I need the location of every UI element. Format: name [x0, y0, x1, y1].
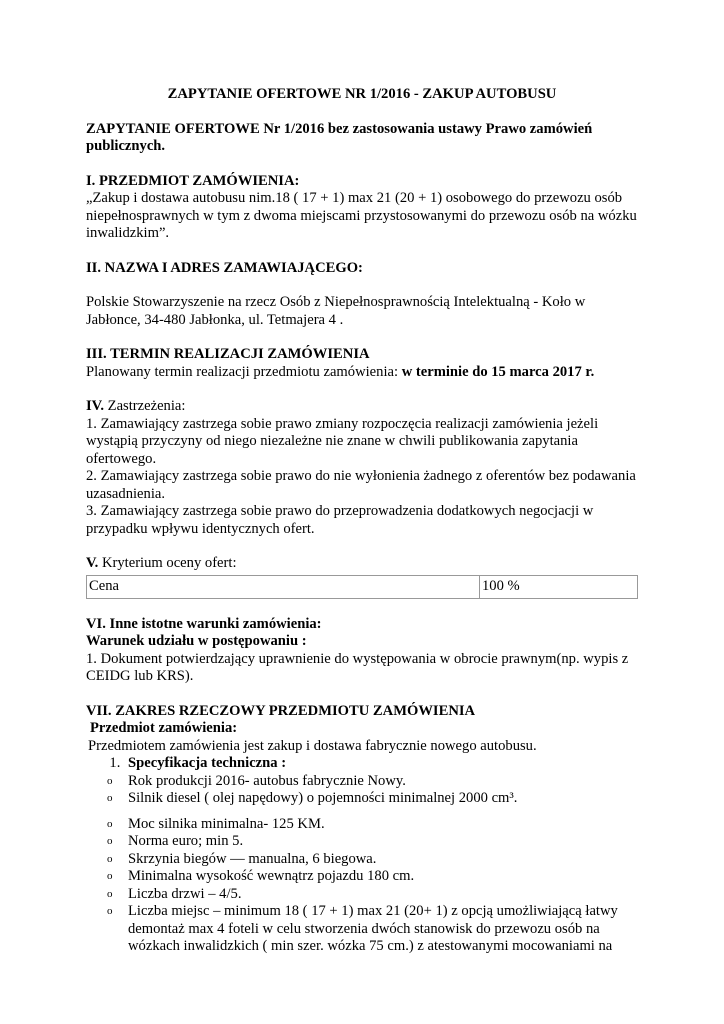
section-1-text: „Zakup i dostawa autobusu nim.18 ( 17 + 1) max 21 (20 + 1) osobowego do przewozu osób niepełnosprawnych w tym z dwoma miejscami przystosowanymi do przewozu osób na wózku inwalidzkim”.	[86, 190, 637, 241]
section-5-label: Kryterium oceny ofert:	[98, 555, 237, 571]
section-4-label: Zastrzeżenia:	[104, 398, 186, 414]
spec-heading: Specyfikacja techniczna :	[128, 755, 287, 771]
reservation-item: 1. Zamawiający zastrzega sobie prawo zmiany rozpoczęcia realizacji zamówienia jeżeli wystąpią przyczyny od niego niezależne nie znane w chwili publikowania zapytania ofertowego.	[86, 415, 599, 467]
list-item-text: Liczba drzwi – 4/5.	[128, 885, 242, 902]
criterion-name: Cena	[87, 575, 480, 598]
bullet-icon: o	[107, 774, 113, 787]
section-3-deadline: w terminie do 15 marca 2017 r.	[401, 363, 595, 380]
spec-list	[86, 755, 638, 773]
section-3-text	[86, 364, 638, 382]
section-3-heading: III. TERMIN REALIZACJI ZAMÓWIENIA	[86, 346, 370, 362]
criterion-weight: 100 %	[480, 575, 638, 598]
spec-bullets	[86, 773, 638, 956]
bullet-icon: o	[107, 792, 113, 804]
section-3-text-regular: Planowany termin realizacji przedmiotu zamówienia:	[86, 363, 402, 380]
bullet-icon: o	[107, 870, 113, 882]
table-row	[87, 575, 638, 598]
list-item	[86, 833, 638, 851]
list-item	[86, 886, 638, 904]
list-item-text: Norma euro; min 5.	[128, 833, 244, 849]
section-6-heading: VI. Inne istotne warunki zamówienia:	[86, 615, 322, 632]
intro-heading: ZAPYTANIE OFERTOWE Nr 1/2016 bez zastosowania ustawy Prawo zamówień publicznych.	[86, 120, 593, 154]
list-item	[86, 773, 638, 791]
section-7-subheading: Przedmiot zamówienia:	[90, 720, 238, 736]
section-1-heading: I. PRZEDMIOT ZAMÓWIENIA:	[86, 172, 300, 189]
list-item	[124, 755, 638, 773]
list-item	[86, 851, 638, 869]
bullet-icon: o	[107, 887, 113, 900]
list-item-text: Moc silnika minimalna- 125 KM.	[128, 815, 325, 832]
list-item-text: Minimalna wysokość wewnątrz pojazdu 180 cm.	[128, 868, 415, 884]
bullet-icon: o	[107, 817, 113, 830]
section-7-text: Przedmiotem zamówienia jest zakup i dostawa fabrycznie nowego autobusu.	[88, 737, 537, 754]
section-4-number: IV.	[86, 398, 104, 414]
section-5-number: V.	[86, 555, 99, 571]
section-2-heading: II. NAZWA I ADRES ZAMAWIAJĄCEGO:	[86, 259, 363, 276]
section-7-heading: VII. ZAKRES RZECZOWY PRZEDMIOTU ZAMÓWIENIA	[86, 702, 476, 719]
list-item-text: Silnik diesel ( olej napędowy) o pojemności minimalnej 2000 cm³.	[128, 790, 518, 806]
bullet-icon: o	[107, 905, 113, 917]
section-4-heading	[86, 398, 638, 416]
list-item	[86, 903, 638, 956]
list-item-text: Skrzynia biegów — manualna, 6 biegowa.	[128, 850, 377, 867]
list-item-text: Rok produkcji 2016- autobus fabrycznie Nowy.	[128, 772, 406, 789]
section-6-text: 1. Dokument potwierdzający uprawnienie do występowania w obrocie prawnym(np. wypis z CEIDG lub KRS).	[86, 650, 629, 684]
section-2-text: Polskie Stowarzyszenie na rzecz Osób z Niepełnosprawnością Intelektualną - Koło w Jabłonce, 34-480 Jabłonka, ul. Tetmajera 4 .	[86, 294, 586, 328]
document-title: ZAPYTANIE OFERTOWE NR 1/2016 - ZAKUP AUTOBUSU	[167, 86, 557, 102]
list-item-text: Liczba miejsc – minimum 18 ( 17 + 1) max 21 (20+ 1) z opcją umożliwiającą łatwy demontaż max 4 foteli w celu stworzenia dwóch stanowisk do przewozu osób na wózkach inwalidzkich ( min szer. wózka 75 cm.) z atestowanymi mocowaniami na	[128, 903, 618, 954]
list-item	[86, 790, 638, 808]
section-5-heading	[86, 555, 638, 573]
document-page	[86, 86, 638, 956]
reservation-item: 3. Zamawiający zastrzega sobie prawo do przeprowadzenia dodatkowych negocjacji w przypadku wpływu identycznych ofert.	[86, 503, 594, 537]
reservation-item: 2. Zamawiający zastrzega sobie prawo do nie wyłonienia żadnego z oferentów bez podawania uzasadnienia.	[86, 468, 636, 502]
criteria-table	[86, 575, 638, 599]
bullet-icon: o	[107, 852, 113, 865]
bullet-icon: o	[107, 835, 113, 847]
list-item	[86, 868, 638, 886]
list-item	[86, 816, 638, 834]
section-6-subheading: Warunek udziału w postępowaniu :	[86, 633, 307, 649]
